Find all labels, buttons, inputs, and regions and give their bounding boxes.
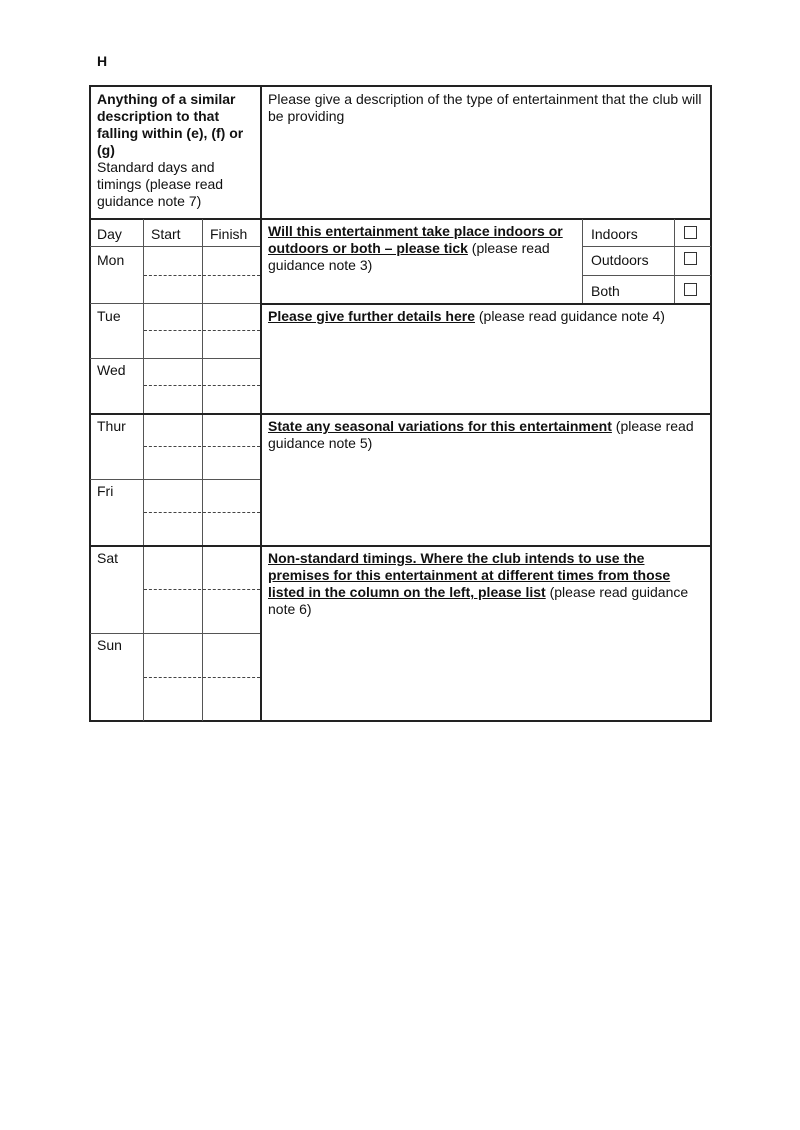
non-standard-note: (please read guidance note 6) (268, 584, 689, 617)
seasonal-note: (please read guidance note 5) (268, 418, 694, 451)
col-finish-label: Finish (210, 226, 248, 242)
tue-start-field[interactable] (144, 304, 202, 330)
location-question-note: (please read guidance note 3) (268, 240, 550, 273)
seasonal-section-border (261, 545, 711, 547)
header-left-cell (97, 91, 257, 210)
seasonal-prompt (268, 418, 706, 452)
sun-time-separator (144, 677, 260, 678)
seasonal-heading: State any seasonal variations for this entertainment (268, 418, 612, 434)
wed-finish-field[interactable] (203, 359, 260, 385)
sun-start-field[interactable] (144, 634, 202, 677)
seasonal-field[interactable] (262, 455, 710, 544)
non-standard-field[interactable] (262, 620, 710, 720)
further-details-field[interactable] (262, 328, 710, 412)
location-section-border (261, 303, 711, 305)
non-standard-heading: Non-standard timings. Where the club intends to use the premises for this entertainment at different times from those listed in the column on the left, please list (268, 550, 671, 600)
header-left-subtitle: Standard days and timings (please read guidance note 7) (97, 159, 224, 209)
header-left-title: Anything of a similar description to that falling within (e), (f) or (g) (97, 91, 244, 158)
day-label-wed: Wed (97, 362, 126, 378)
outdoors-row-border (583, 275, 711, 276)
location-options-divider (582, 219, 583, 303)
fri-time-separator (144, 512, 260, 513)
indoors-checkbox[interactable] (684, 226, 697, 239)
thur-start-field[interactable] (144, 414, 202, 446)
non-standard-prompt (268, 550, 706, 618)
option-both-label: Both (591, 283, 620, 299)
section-letter: H (97, 53, 108, 69)
sun-finish-field[interactable] (203, 634, 260, 677)
option-indoors-label: Indoors (591, 226, 638, 242)
outdoors-checkbox[interactable] (684, 252, 697, 265)
description-prompt: Please give a description of the type of entertainment that the club will be providing (268, 91, 702, 124)
thur-time-separator (144, 446, 260, 447)
sat-finish-field[interactable] (203, 546, 260, 589)
location-checkbox-divider (674, 219, 675, 303)
further-details-note: (please read guidance note 4) (474, 308, 665, 324)
wed-start-field[interactable] (144, 359, 202, 385)
further-details-prompt (268, 308, 706, 325)
indoors-row-border (583, 246, 711, 247)
day-label-sat: Sat (97, 550, 119, 566)
sat-time-separator (144, 589, 260, 590)
mon-start-field[interactable] (144, 247, 202, 275)
further-details-heading: Please give further details here (268, 308, 475, 324)
mon-finish-field[interactable] (203, 247, 260, 275)
sat-start-field[interactable] (144, 546, 202, 589)
further-details-section-border (261, 413, 711, 415)
description-field[interactable] (262, 128, 710, 217)
tue-finish-field[interactable] (203, 304, 260, 330)
header-row-border (90, 218, 711, 220)
tue-time-separator (144, 330, 260, 331)
day-label-fri: Fri (97, 483, 114, 499)
col-start-label: Start (151, 226, 181, 242)
thur-finish-field[interactable] (203, 414, 260, 446)
day-label-sun: Sun (97, 637, 122, 653)
day-label-thur: Thur (97, 418, 126, 434)
day-label-tue: Tue (97, 308, 121, 324)
day-label-mon: Mon (97, 252, 125, 268)
both-checkbox[interactable] (684, 283, 697, 296)
location-question (268, 223, 572, 274)
location-question-title: Will this entertainment take place indoors or outdoors or both – please tick (268, 223, 563, 256)
wed-time-separator (144, 385, 260, 386)
fri-finish-field[interactable] (203, 480, 260, 512)
option-outdoors-label: Outdoors (591, 252, 649, 268)
fri-start-field[interactable] (144, 480, 202, 512)
mon-time-separator (144, 275, 260, 276)
col-day-label: Day (97, 226, 122, 242)
